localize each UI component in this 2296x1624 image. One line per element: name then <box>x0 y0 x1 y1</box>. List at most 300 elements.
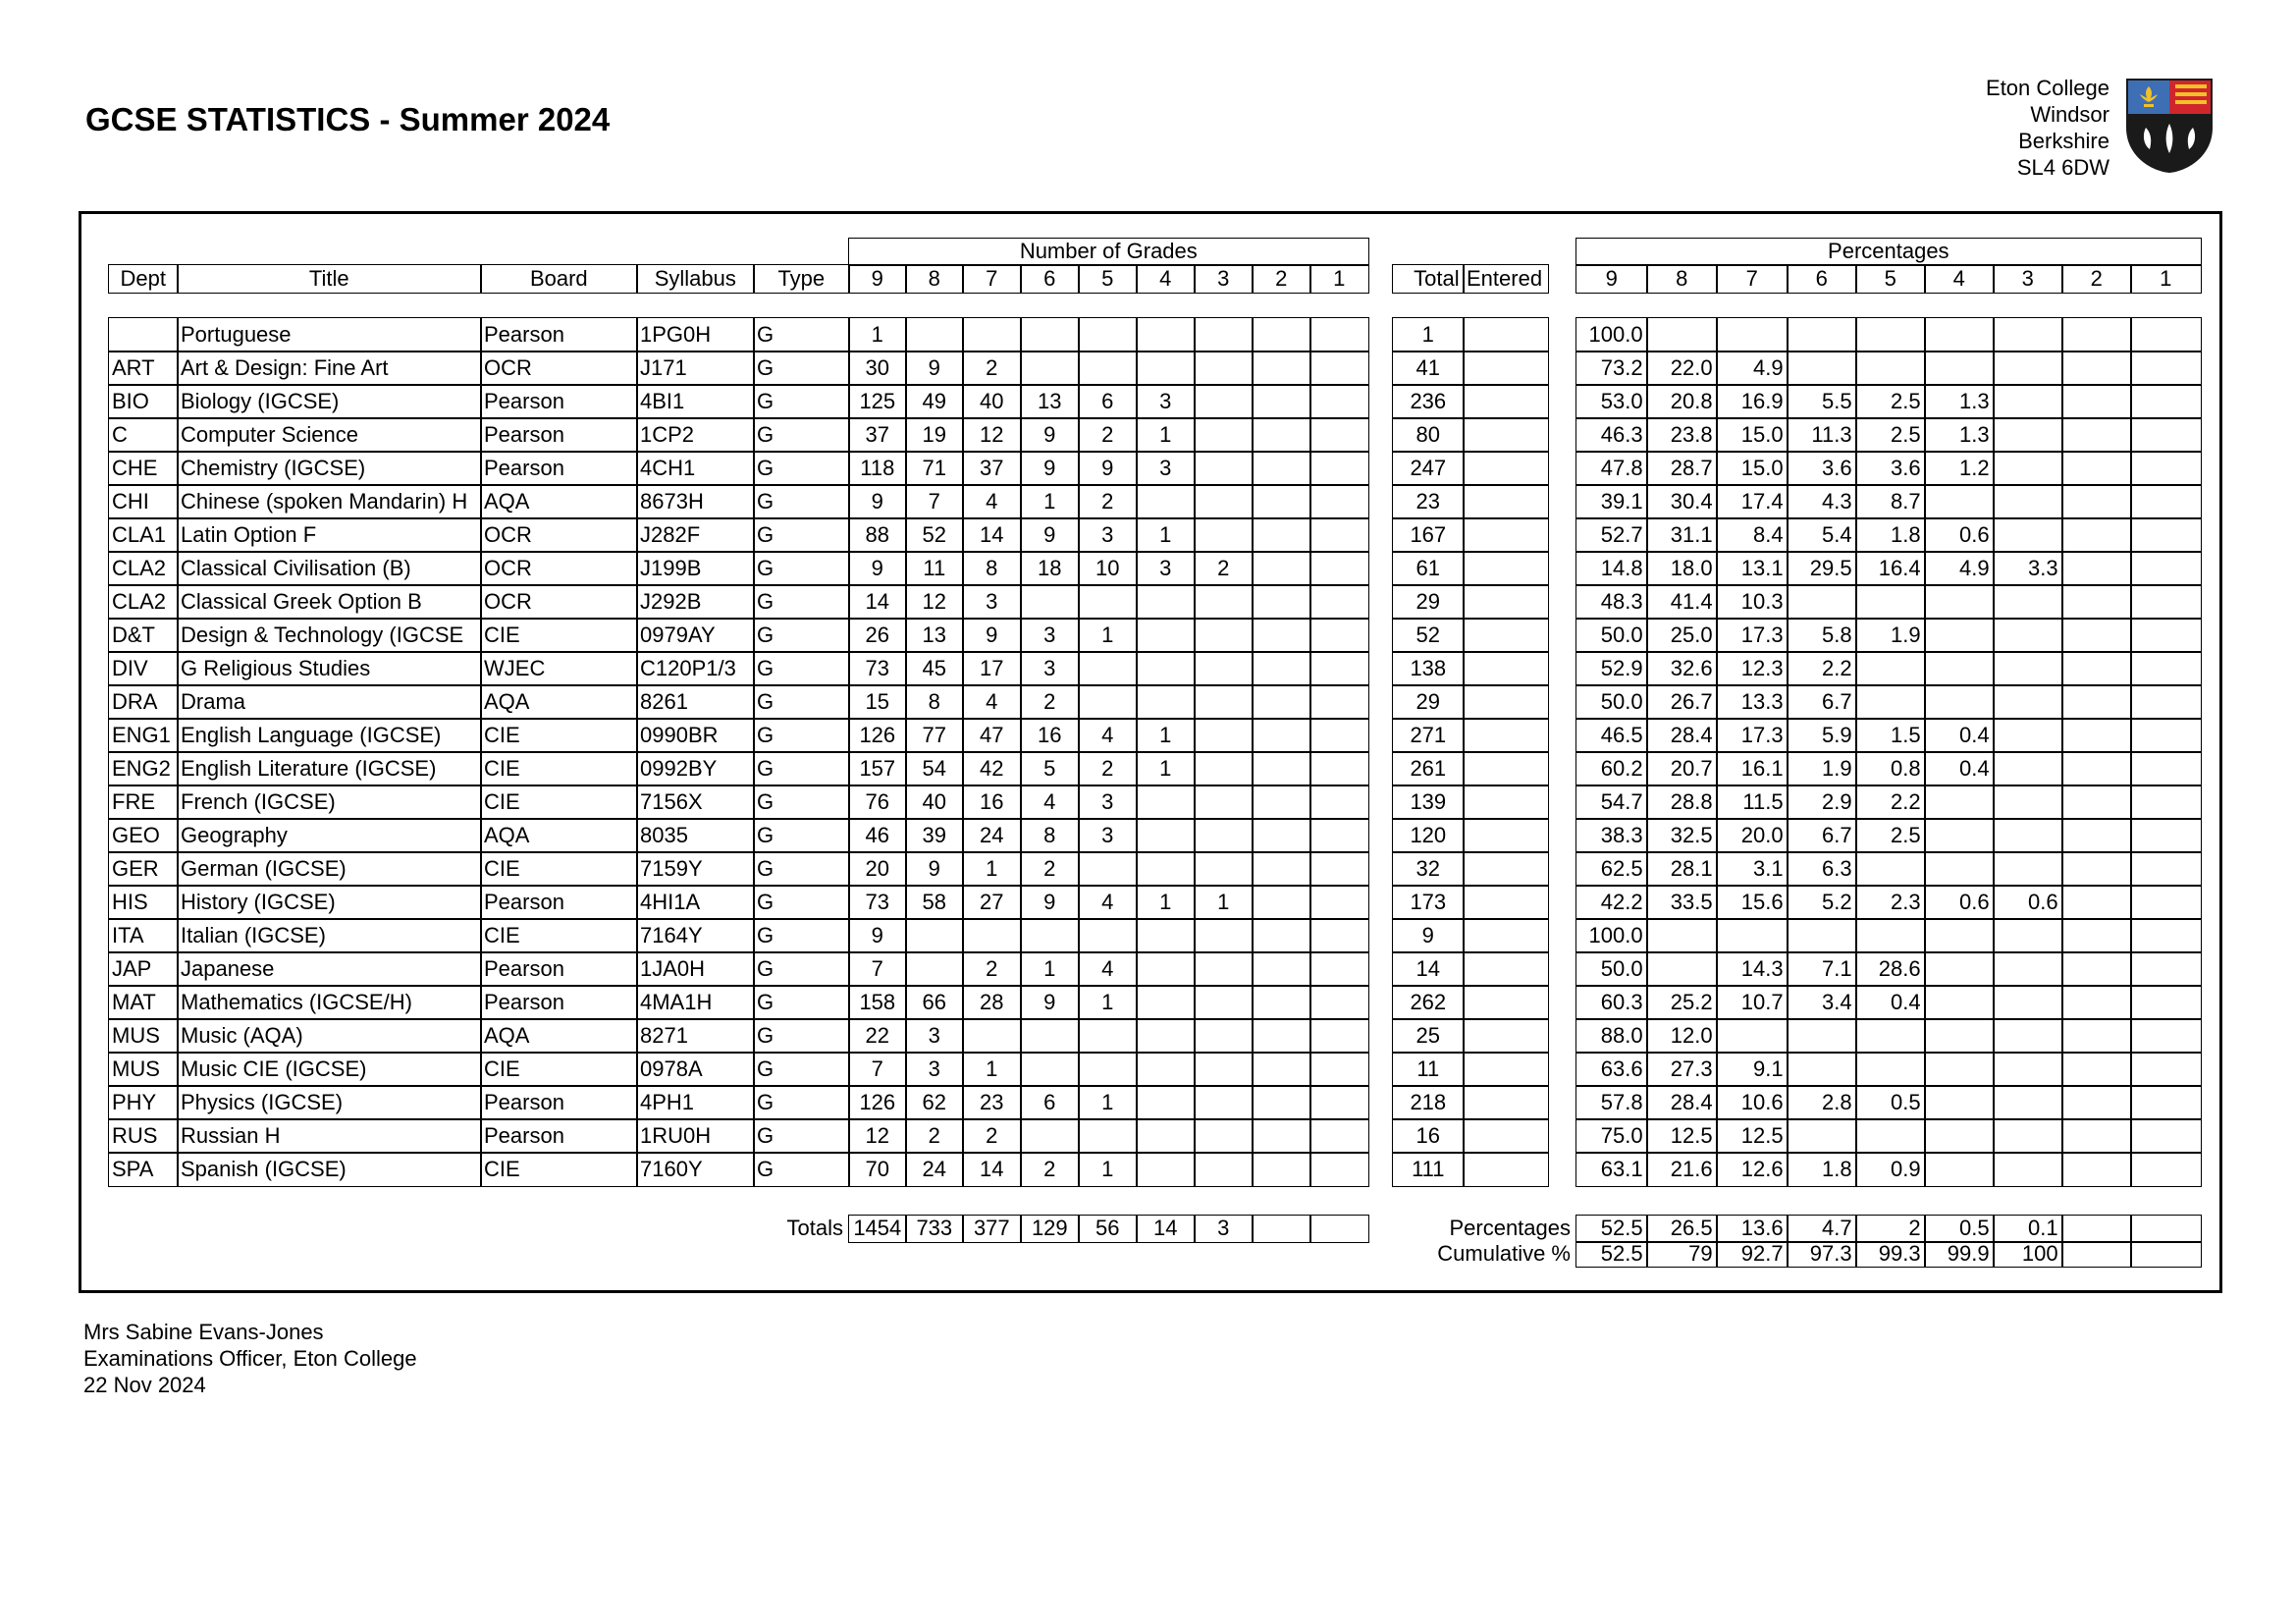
grade-count-cell: 9 <box>848 918 907 953</box>
title-cell: English Language (IGCSE) <box>177 718 482 753</box>
grade-count-cell: 2 <box>1078 751 1138 786</box>
grade-count-cell <box>905 317 964 352</box>
grade-count-cell: 66 <box>905 985 964 1020</box>
percentage-cell: 100.0 <box>1575 918 1648 953</box>
cumulative-percentage-cell <box>2130 1241 2202 1268</box>
percentage-cell <box>1993 317 2063 352</box>
entered-cell <box>1463 651 1549 686</box>
grade-count-cell: 9 <box>1078 451 1138 486</box>
grade-count-cell: 1 <box>1020 484 1080 519</box>
grade-count-cell <box>1194 785 1254 820</box>
percentage-cell: 39.1 <box>1575 484 1648 519</box>
board-cell: CIE <box>480 1052 638 1087</box>
percentage-cell <box>2130 484 2202 519</box>
percentage-cell <box>2130 1052 2202 1087</box>
officer-name: Mrs Sabine Evans-Jones <box>83 1320 324 1344</box>
cumulative-percentage-cell: 52.5 <box>1575 1241 1648 1268</box>
dept-cell: ENG1 <box>108 718 179 753</box>
totals-cell <box>1309 1215 1369 1243</box>
percentage-cell <box>1924 651 1995 686</box>
percentage-cell <box>1855 1118 1926 1154</box>
percentage-cell <box>2130 1085 2202 1120</box>
grade-count-cell: 8 <box>905 684 964 720</box>
grade-count-cell <box>1194 517 1254 553</box>
grade-count-cell: 4 <box>1020 785 1080 820</box>
entered-cell <box>1463 785 1549 820</box>
grade-count-cell: 3 <box>1020 651 1080 686</box>
grade-count-cell: 3 <box>905 1018 964 1054</box>
dept-cell: ITA <box>108 918 179 953</box>
grade-count-cell: 14 <box>962 1152 1022 1187</box>
totals-cell: 377 <box>962 1215 1022 1243</box>
cumulative-percentage-cell: 92.7 <box>1716 1241 1789 1268</box>
percentage-cell: 7.1 <box>1787 951 1857 987</box>
board-cell: CIE <box>480 918 638 953</box>
percentage-cell: 31.1 <box>1646 517 1718 553</box>
board-cell: Pearson <box>480 384 638 419</box>
grade-count-cell <box>1078 1018 1138 1054</box>
total-cell: 111 <box>1392 1152 1465 1187</box>
grade-count-cell: 1 <box>1136 517 1196 553</box>
syllabus-cell: J292B <box>636 584 755 620</box>
grade-count-cell: 19 <box>905 417 964 453</box>
percentage-cell: 10.3 <box>1716 584 1789 620</box>
type-cell: G <box>753 1152 850 1187</box>
type-cell: G <box>753 584 850 620</box>
percentage-cell <box>2130 618 2202 653</box>
grade-count-cell <box>1136 317 1196 352</box>
grade-count-cell: 2 <box>1020 684 1080 720</box>
grade-count-cell: 39 <box>905 818 964 853</box>
summary-percentage-cell: 4.7 <box>1787 1215 1857 1243</box>
grade-count-cell <box>1252 718 1311 753</box>
grade-count-cell <box>1309 517 1369 553</box>
grade-count-cell: 3 <box>1136 451 1196 486</box>
percentage-cell: 48.3 <box>1575 584 1648 620</box>
title-cell: Design & Technology (IGCSE <box>177 618 482 653</box>
column-header-syllabus: Syllabus <box>636 264 755 294</box>
grade-count-cell: 12 <box>905 584 964 620</box>
percentage-cell: 27.3 <box>1646 1052 1718 1087</box>
percentage-cell <box>1787 351 1857 386</box>
grade-count-cell <box>1078 351 1138 386</box>
type-cell: G <box>753 1052 850 1087</box>
grade-count-cell <box>1194 951 1254 987</box>
percentage-cell: 4.3 <box>1787 484 1857 519</box>
entered-cell <box>1463 1018 1549 1054</box>
title-cell: Music (AQA) <box>177 1018 482 1054</box>
column-header-total: Total <box>1392 264 1465 294</box>
type-cell: G <box>753 351 850 386</box>
grade-count-cell <box>1136 651 1196 686</box>
totals-cell: 56 <box>1078 1215 1138 1243</box>
grade-count-cell: 2 <box>962 951 1022 987</box>
board-cell: CIE <box>480 618 638 653</box>
school-town: Windsor <box>2030 102 2109 127</box>
grade-count-cell <box>1194 384 1254 419</box>
type-cell: G <box>753 1018 850 1054</box>
grade-count-cell <box>1136 584 1196 620</box>
board-cell: CIE <box>480 1152 638 1187</box>
totals-cell: 3 <box>1194 1215 1254 1243</box>
percentage-cell: 47.8 <box>1575 451 1648 486</box>
grade-count-cell: 40 <box>905 785 964 820</box>
syllabus-cell: 8261 <box>636 684 755 720</box>
grade-count-cell <box>1309 751 1369 786</box>
total-cell: 80 <box>1392 417 1465 453</box>
grade-count-cell: 7 <box>905 484 964 519</box>
percentage-cell: 46.3 <box>1575 417 1648 453</box>
title-cell: German (IGCSE) <box>177 851 482 887</box>
grade-count-cell <box>962 317 1022 352</box>
percentage-cell <box>1855 351 1926 386</box>
dept-cell: MUS <box>108 1018 179 1054</box>
percentage-cell <box>1924 985 1995 1020</box>
grade-count-cell: 2 <box>1194 551 1254 586</box>
number-of-grades-header: Number of Grades <box>848 238 1369 266</box>
percentage-cell <box>2061 718 2132 753</box>
percentage-cell: 29.5 <box>1787 551 1857 586</box>
percentage-cell: 6.3 <box>1787 851 1857 887</box>
grade-count-cell: 1 <box>1136 885 1196 920</box>
syllabus-cell: 1PG0H <box>636 317 755 352</box>
school-address <box>1986 75 2109 181</box>
type-cell: G <box>753 684 850 720</box>
entered-cell <box>1463 985 1549 1020</box>
percentage-cell <box>2130 885 2202 920</box>
percentage-cell: 25.2 <box>1646 985 1718 1020</box>
school-postcode: SL4 6DW <box>2016 155 2109 180</box>
grade-count-cell: 118 <box>848 451 907 486</box>
percentage-cell: 60.2 <box>1575 751 1648 786</box>
percentage-cell: 1.3 <box>1924 417 1995 453</box>
percentage-cell <box>2061 584 2132 620</box>
dept-cell: ART <box>108 351 179 386</box>
total-cell: 29 <box>1392 584 1465 620</box>
grade-count-cell: 8 <box>1020 818 1080 853</box>
grade-header-1: 1 <box>1309 264 1369 294</box>
title-cell: Biology (IGCSE) <box>177 384 482 419</box>
title-cell: Latin Option F <box>177 517 482 553</box>
entered-cell <box>1463 618 1549 653</box>
grade-count-cell <box>1252 517 1311 553</box>
syllabus-cell: 7156X <box>636 785 755 820</box>
totals-cell <box>1252 1215 1311 1243</box>
syllabus-cell: 8673H <box>636 484 755 519</box>
grade-count-cell <box>1194 718 1254 753</box>
percentage-cell: 10.7 <box>1716 985 1789 1020</box>
type-cell: G <box>753 751 850 786</box>
grade-count-cell <box>1309 818 1369 853</box>
percentage-cell: 20.7 <box>1646 751 1718 786</box>
grade-count-cell: 20 <box>848 851 907 887</box>
percentage-cell <box>2130 785 2202 820</box>
grade-count-cell <box>1194 351 1254 386</box>
grade-count-cell: 1 <box>1078 1085 1138 1120</box>
percentage-cell: 10.6 <box>1716 1085 1789 1120</box>
board-cell: CIE <box>480 785 638 820</box>
title-cell: Italian (IGCSE) <box>177 918 482 953</box>
percentage-cell: 5.8 <box>1787 618 1857 653</box>
percentage-cell: 0.9 <box>1855 1152 1926 1187</box>
percent-header-5: 5 <box>1855 264 1926 294</box>
grade-count-cell <box>1252 351 1311 386</box>
grade-count-cell: 14 <box>848 584 907 620</box>
grade-count-cell: 16 <box>1020 718 1080 753</box>
type-cell: G <box>753 317 850 352</box>
grade-count-cell <box>1252 785 1311 820</box>
percentage-cell <box>1855 1052 1926 1087</box>
grade-count-cell: 9 <box>848 484 907 519</box>
grade-header-5: 5 <box>1078 264 1138 294</box>
grade-count-cell <box>1078 317 1138 352</box>
grade-count-cell: 22 <box>848 1018 907 1054</box>
grade-count-cell: 126 <box>848 718 907 753</box>
dept-cell: CHI <box>108 484 179 519</box>
percentage-cell: 2.2 <box>1787 651 1857 686</box>
percentage-cell: 57.8 <box>1575 1085 1648 1120</box>
percentage-cell <box>2061 985 2132 1020</box>
percentage-cell <box>1993 785 2063 820</box>
grade-count-cell <box>1252 885 1311 920</box>
signature-block <box>83 1319 417 1398</box>
board-cell: Pearson <box>480 1118 638 1154</box>
percentage-cell: 26.7 <box>1646 684 1718 720</box>
percentage-cell: 63.1 <box>1575 1152 1648 1187</box>
grade-count-cell <box>1136 918 1196 953</box>
board-cell: OCR <box>480 551 638 586</box>
grade-count-cell <box>1136 684 1196 720</box>
grade-count-cell: 15 <box>848 684 907 720</box>
percentage-cell <box>1993 451 2063 486</box>
grade-count-cell: 4 <box>962 484 1022 519</box>
percentage-cell: 53.0 <box>1575 384 1648 419</box>
percentage-cell: 54.7 <box>1575 785 1648 820</box>
percentage-cell <box>2061 551 2132 586</box>
syllabus-cell: 4BI1 <box>636 384 755 419</box>
percentage-cell <box>2130 818 2202 853</box>
board-cell: OCR <box>480 351 638 386</box>
grade-count-cell: 12 <box>848 1118 907 1154</box>
percentage-cell <box>1993 951 2063 987</box>
grade-count-cell: 37 <box>848 417 907 453</box>
summary-percentage-cell: 0.5 <box>1924 1215 1995 1243</box>
percentage-cell <box>2130 851 2202 887</box>
grade-count-cell: 11 <box>905 551 964 586</box>
total-cell: 262 <box>1392 985 1465 1020</box>
grade-count-cell <box>1252 985 1311 1020</box>
percentage-cell <box>2130 918 2202 953</box>
percentage-cell <box>2130 317 2202 352</box>
percentage-cell: 12.5 <box>1646 1118 1718 1154</box>
grade-count-cell: 2 <box>905 1118 964 1154</box>
grade-count-cell <box>1136 351 1196 386</box>
percent-header-4: 4 <box>1924 264 1995 294</box>
percentage-cell: 5.9 <box>1787 718 1857 753</box>
type-cell: G <box>753 1085 850 1120</box>
title-cell: Classical Greek Option B <box>177 584 482 620</box>
grade-count-cell: 17 <box>962 651 1022 686</box>
grade-count-cell <box>1252 618 1311 653</box>
grade-count-cell <box>905 918 964 953</box>
totals-cell: 14 <box>1136 1215 1196 1243</box>
percentage-cell: 100.0 <box>1575 317 1648 352</box>
percentage-cell <box>2061 751 2132 786</box>
percentage-cell: 5.4 <box>1787 517 1857 553</box>
board-cell: Pearson <box>480 451 638 486</box>
percentage-cell: 50.0 <box>1575 684 1648 720</box>
percentage-cell <box>1716 1018 1789 1054</box>
grade-count-cell <box>1309 851 1369 887</box>
grade-count-cell: 1 <box>962 1052 1022 1087</box>
grade-count-cell <box>1194 1018 1254 1054</box>
grade-count-cell <box>1020 1018 1080 1054</box>
percentage-cell <box>2130 584 2202 620</box>
dept-cell: C <box>108 417 179 453</box>
grade-count-cell: 1 <box>848 317 907 352</box>
grade-count-cell: 18 <box>1020 551 1080 586</box>
cumulative-percentage-cell: 97.3 <box>1787 1241 1857 1268</box>
percentage-cell <box>1924 351 1995 386</box>
grade-count-cell <box>1020 351 1080 386</box>
grade-count-cell <box>1194 985 1254 1020</box>
total-cell: 261 <box>1392 751 1465 786</box>
grade-count-cell: 13 <box>1020 384 1080 419</box>
percentage-cell <box>1924 818 1995 853</box>
cumulative-label: Cumulative % <box>1437 1241 1571 1266</box>
total-cell: 29 <box>1392 684 1465 720</box>
percentage-cell: 3.6 <box>1855 451 1926 486</box>
percentage-cell <box>1993 517 2063 553</box>
summary-percentage-cell <box>2130 1215 2202 1243</box>
percentage-cell <box>1924 851 1995 887</box>
grade-count-cell <box>1136 1118 1196 1154</box>
percent-header-6: 6 <box>1787 264 1857 294</box>
percentage-cell <box>2061 417 2132 453</box>
percentage-cell <box>1855 317 1926 352</box>
percentage-cell: 4.9 <box>1924 551 1995 586</box>
grade-header-4: 4 <box>1136 264 1196 294</box>
grade-count-cell <box>1252 751 1311 786</box>
grade-header-7: 7 <box>962 264 1022 294</box>
type-cell: G <box>753 384 850 419</box>
percentage-cell: 46.5 <box>1575 718 1648 753</box>
percentage-cell: 18.0 <box>1646 551 1718 586</box>
percentage-cell: 42.2 <box>1575 885 1648 920</box>
percentage-cell: 73.2 <box>1575 351 1648 386</box>
percentage-cell: 33.5 <box>1646 885 1718 920</box>
grade-header-3: 3 <box>1194 264 1254 294</box>
percentage-cell <box>2130 417 2202 453</box>
percentage-cell: 32.5 <box>1646 818 1718 853</box>
grade-count-cell <box>1309 484 1369 519</box>
percentage-cell <box>1855 684 1926 720</box>
percentage-cell <box>1924 785 1995 820</box>
board-cell: AQA <box>480 1018 638 1054</box>
percentage-cell <box>1787 918 1857 953</box>
percentage-cell <box>1993 484 2063 519</box>
percentage-cell: 2.2 <box>1855 785 1926 820</box>
grade-count-cell: 88 <box>848 517 907 553</box>
page-title: GCSE STATISTICS - Summer 2024 <box>85 101 611 137</box>
percentage-cell <box>1855 918 1926 953</box>
title-cell: Japanese <box>177 951 482 987</box>
percent-header-9: 9 <box>1575 264 1648 294</box>
grade-count-cell <box>1309 718 1369 753</box>
type-cell: G <box>753 417 850 453</box>
grade-count-cell: 58 <box>905 885 964 920</box>
column-header-entered: Entered <box>1463 264 1549 294</box>
grade-count-cell <box>1252 1118 1311 1154</box>
grade-count-cell <box>1078 651 1138 686</box>
percentage-cell <box>1993 1085 2063 1120</box>
percentage-cell: 1.8 <box>1855 517 1926 553</box>
percentage-cell: 0.6 <box>1993 885 2063 920</box>
percentage-cell <box>1993 351 2063 386</box>
percentage-cell <box>2061 517 2132 553</box>
percentage-cell: 0.5 <box>1855 1085 1926 1120</box>
grade-count-cell: 1 <box>1078 618 1138 653</box>
entered-cell <box>1463 951 1549 987</box>
percentage-cell <box>2061 484 2132 519</box>
grade-count-cell: 7 <box>848 951 907 987</box>
grade-count-cell <box>1252 384 1311 419</box>
percentage-cell: 16.1 <box>1716 751 1789 786</box>
percentage-cell <box>1787 1052 1857 1087</box>
type-cell: G <box>753 651 850 686</box>
grade-count-cell <box>1309 351 1369 386</box>
dept-cell: CHE <box>108 451 179 486</box>
grade-header-6: 6 <box>1020 264 1080 294</box>
grade-count-cell: 1 <box>1020 951 1080 987</box>
grade-count-cell <box>1194 684 1254 720</box>
grade-count-cell: 3 <box>962 584 1022 620</box>
percentage-cell <box>1993 384 2063 419</box>
grade-count-cell: 1 <box>1136 718 1196 753</box>
percentage-cell <box>2130 951 2202 987</box>
percentage-cell: 2.9 <box>1787 785 1857 820</box>
percentage-cell <box>1993 851 2063 887</box>
syllabus-cell: 1JA0H <box>636 951 755 987</box>
grade-count-cell <box>1078 1052 1138 1087</box>
percentage-cell <box>2130 651 2202 686</box>
grade-count-cell <box>1194 751 1254 786</box>
grade-count-cell: 30 <box>848 351 907 386</box>
board-cell: OCR <box>480 584 638 620</box>
percentage-cell: 88.0 <box>1575 1018 1648 1054</box>
percent-header-2: 2 <box>2061 264 2132 294</box>
percentage-cell <box>1993 684 2063 720</box>
board-cell: AQA <box>480 818 638 853</box>
grade-count-cell: 4 <box>1078 885 1138 920</box>
percentage-cell <box>1993 1118 2063 1154</box>
percentage-cell <box>2130 751 2202 786</box>
percentage-cell <box>2130 384 2202 419</box>
percent-header-8: 8 <box>1646 264 1718 294</box>
dept-cell: JAP <box>108 951 179 987</box>
dept-cell: CLA2 <box>108 584 179 620</box>
syllabus-cell: 4PH1 <box>636 1085 755 1120</box>
title-cell: Music CIE (IGCSE) <box>177 1052 482 1087</box>
grade-count-cell: 23 <box>962 1085 1022 1120</box>
grade-count-cell: 2 <box>1078 484 1138 519</box>
percentage-cell: 0.4 <box>1855 985 1926 1020</box>
title-cell: Classical Civilisation (B) <box>177 551 482 586</box>
grade-count-cell: 71 <box>905 451 964 486</box>
type-cell: G <box>753 484 850 519</box>
grade-count-cell <box>1078 584 1138 620</box>
percentage-cell: 17.3 <box>1716 618 1789 653</box>
